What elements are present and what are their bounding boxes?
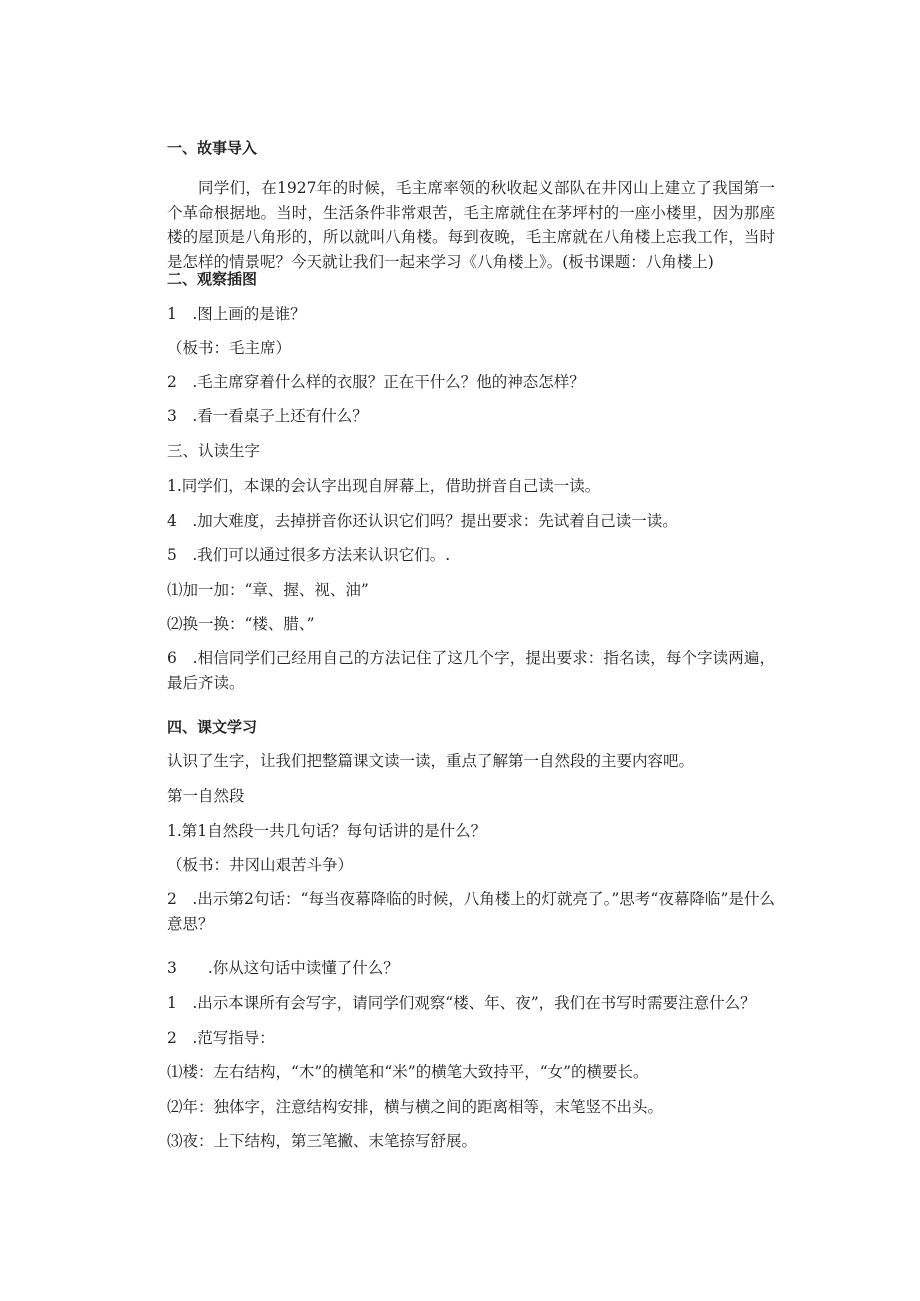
read-characters-step-4: 4 .加大难度，去掉拼音你还认识它们吗？提出要求：先试着自己读一读。 xyxy=(167,512,678,530)
text-study-question-2: 2 .出示第2句话：“每当夜幕降临的时候，八角楼上的灯就亮了。”思考“夜幕降临”是什么意思？ xyxy=(167,890,775,933)
observe-question-1: 1 .图上画的是谁？ xyxy=(167,305,306,323)
writing-guide-lou: ⑴楼：左右结构，“木”的横笔和“米”的横笔大致持平，“女”的横要长。 xyxy=(167,1063,649,1081)
read-characters-method-swap: ⑵换一换：“楼、腊、” xyxy=(167,615,315,633)
story-intro-paragraph: 同学们，在1927年的时候，毛主席率领的秋收起义部队在井冈山上建立了我国第一个革命根据地。当时，生活条件非常艰苦，毛主席就住在茅坪村的一座小楼里，因为那座楼的屋顶是八角形的，所以就叫八角楼。每到夜晚，毛主席就在八角楼上忘我工作，当时是怎样的情景呢？今天就让我们一起来学习《八角楼上》。(板书课题：八角楼上) xyxy=(167,179,775,271)
text-study-question-3: 3 .你从这句话中读懂了什么？ xyxy=(167,959,399,977)
text-study-question-1: 1.第1自然段一共几句话？每句话讲的是什么？ xyxy=(167,822,487,840)
read-characters-step-5: 5 .我们可以通过很多方法来认识它们。. xyxy=(167,546,451,564)
observe-question-2: 2 .毛主席穿着什么样的衣服？正在干什么？他的神态怎样？ xyxy=(167,373,585,391)
section-heading-story-intro: 一、故事导入 xyxy=(167,139,258,157)
section-heading-text-study: 四、课文学习 xyxy=(167,718,258,736)
text-study-intro: 认识了生字，让我们把整篇课文读一读，重点了解第一自然段的主要内容吧。 xyxy=(167,752,695,770)
section-heading-observe-illustration: 二、观察插图 xyxy=(167,270,258,288)
writing-guide-ye: ⑶夜：上下结构，第三笔撇、末笔捺写舒展。 xyxy=(167,1132,478,1150)
observe-question-3: 3 .看一看桌子上还有什么？ xyxy=(167,407,368,425)
text-study-board-note: （板书：井冈山艰苦斗争） xyxy=(167,856,354,874)
writing-guide-nian: ⑵年：独体字，注意结构安排，横与横之间的距离相等，末笔竖不出头。 xyxy=(167,1098,664,1116)
read-characters-step-6: 6 .相信同学们己经用自己的方法记住了这几个字，提出要求：指名读，每个字读两遍，最后齐读。 xyxy=(167,649,775,692)
observe-board-note: （板书：毛主席） xyxy=(167,339,292,357)
section-heading-read-characters: 三、认读生字 xyxy=(167,442,261,460)
writing-step-2: 2 .范写指导： xyxy=(167,1029,275,1047)
text-study-paragraph-label: 第一自然段 xyxy=(167,787,245,805)
read-characters-method-add: ⑴加一加：“章、握、视、油” xyxy=(167,581,369,599)
writing-step-1: 1 .出示本课所有会写字，请同学们观察“楼、年、夜”，我们在书写时需要注意什么？ xyxy=(167,994,756,1012)
read-characters-step-1: 1.同学们，本课的会认字出现自屏幕上，借助拼音自己读一读。 xyxy=(167,477,601,495)
